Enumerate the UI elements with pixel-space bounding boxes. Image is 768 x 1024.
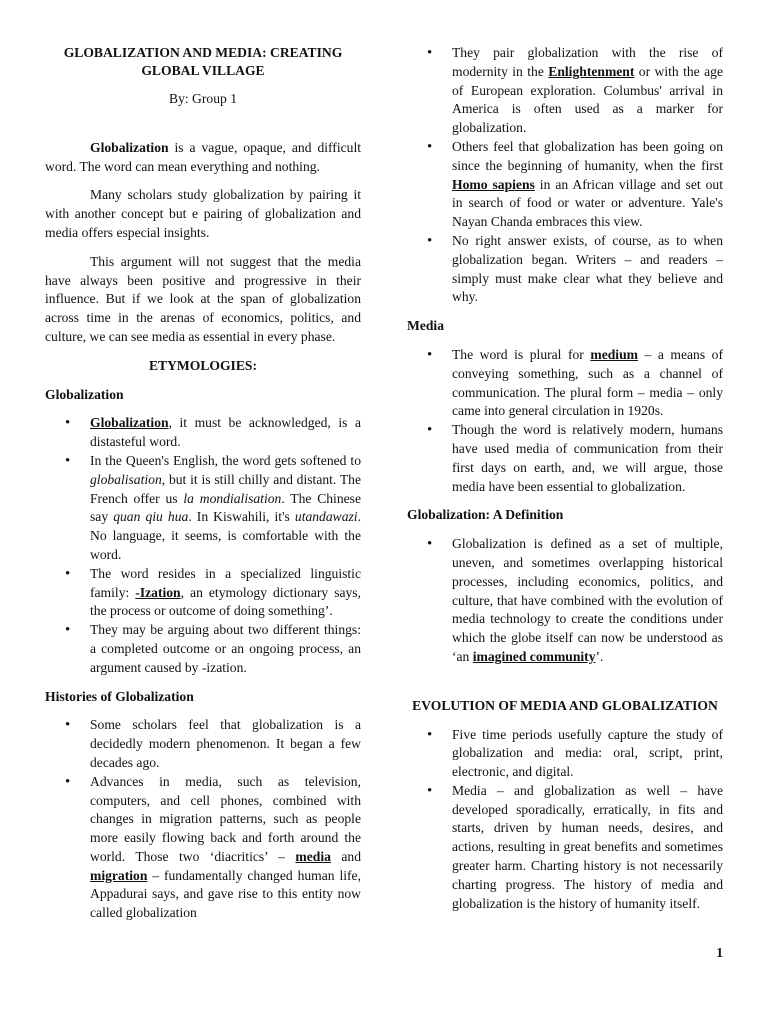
term-migration: migration [90, 867, 148, 883]
term-imagined-community: imagined community [472, 648, 596, 664]
list-item: • They may be arguing about two different things: a completed outcome or an ongoing process, an argument caused by -ization. [45, 621, 361, 677]
term-ization: -Ization [135, 584, 181, 600]
list-item: • The word is plural for medium – a means of conveying something, such as a channel of communication. The plural form – media – only came into general circulation in 1920s. [407, 346, 723, 421]
title-line-1: GLOBALIZATION AND MEDIA: CREATING [63, 45, 343, 60]
byline: By: Group 1 [169, 91, 237, 106]
evolution-heading: EVOLUTION OF MEDIA AND GLOBALIZATION [412, 697, 718, 713]
list-item: • Globalization is defined as a set of multiple, uneven, and sometimes overlapping historical processes, including economics, politics, and culture, that have combined with the evolution of media technology to create the conditions under which the globe itself can now be understood as ‘an imagined community’. [407, 535, 723, 667]
left-column [45, 44, 361, 923]
list-item: • Some scholars feel that globalization is a decidedly modern phenomenon. It began a few decades ago. [45, 716, 361, 772]
document-title [45, 44, 361, 80]
list-item: • They pair globalization with the rise of modernity in the Enlightenment or with the age of European exploration. Columbus' arrival in America is often used as a marker for globalization. [407, 44, 723, 138]
right-column [407, 44, 723, 913]
intro-term: Globalization [90, 139, 169, 155]
list-item: • Media – and globalization as well – have developed sporadically, erratically, in fits and starts, driven by human needs, desires, and actions, resulting in great benefits and sometimes greater harm. Charting history is not necessarily charting progress. The history of media and globalization is the history of humanity itself. [407, 782, 723, 914]
histories-continued-list [407, 44, 723, 307]
page-number: 1 [716, 945, 723, 960]
list-item: • Five time periods usefully capture the study of globalization and media: oral, script, print, electronic, and digital. [407, 726, 723, 782]
intro-paragraph-2: Many scholars study globalization by pairing it with another concept but e pairing of globalization and media offers especial insights. [45, 187, 361, 240]
definition-bullet-list [407, 535, 723, 667]
etymologies-heading: ETYMOLOGIES: [148, 357, 257, 373]
intro-paragraph-3: This argument will not suggest that the media have always been positive and progressive in their influence. But if we look at the span of globalization across time in the arenas of economics, politics, and culture, we can see media as essential in every phase. [45, 253, 361, 344]
histories-heading: Histories of Globalization [45, 688, 194, 704]
definition-heading: Globalization: A Definition [407, 507, 564, 523]
term-globalization: Globalization [90, 415, 169, 431]
term-enlightenment: Enlightenment [548, 63, 635, 79]
list-item: • No right answer exists, of course, as to when globalization began. Writers – and readers – simply must make clear what they believe and why. [407, 232, 723, 307]
intro-paragraph-1: Globalization is a vague, opaque, and difficult word. The word can mean everything and nothing. [45, 139, 361, 174]
list-item: • Though the word is relatively modern, humans have used media of communication from their first days on earth, and, we will argue, those media have been essential to globalization. [407, 421, 723, 496]
evolution-bullet-list [407, 726, 723, 914]
histories-bullet-list [45, 716, 361, 923]
term-medium: medium [590, 346, 638, 362]
term-media: media [295, 848, 331, 864]
list-item: • In the Queen's English, the word gets softened to globalisation, but it is still chilly and distant. The French offer us la mondialisation. The Chinese say quan qiu hua. In Kiswahili, it's utandawazi. No language, it seems, is comfortable with the word. [45, 452, 361, 565]
list-item: • Advances in media, such as television, computers, and cell phones, combined with changes in migration patterns, such as people more easily flowing back and forth around the world. Those two ‘diacritics’ – media and migration – fundamentally changed human life, Appadurai says, and gave rise to this entity now called globalization [45, 773, 361, 923]
globalization-bullet-list [45, 414, 361, 677]
globalization-heading: Globalization [45, 386, 124, 402]
list-item: • Globalization, it must be acknowledged, is a distasteful word. [45, 414, 361, 452]
title-line-2: GLOBAL VILLAGE [141, 63, 265, 78]
media-heading: Media [407, 318, 444, 334]
list-item: • Others feel that globalization has been going on since the beginning of humanity, when the first Homo sapiens in an African village and set out in search of food or water or adventure. Yale's Nayan Chanda embraces this view. [407, 138, 723, 232]
term-homo-sapiens: Homo sapiens [452, 176, 535, 192]
media-bullet-list [407, 346, 723, 496]
list-item: • The word resides in a specialized linguistic family: -Ization, an etymology dictionary says, the process or outcome of doing something’. [45, 565, 361, 621]
